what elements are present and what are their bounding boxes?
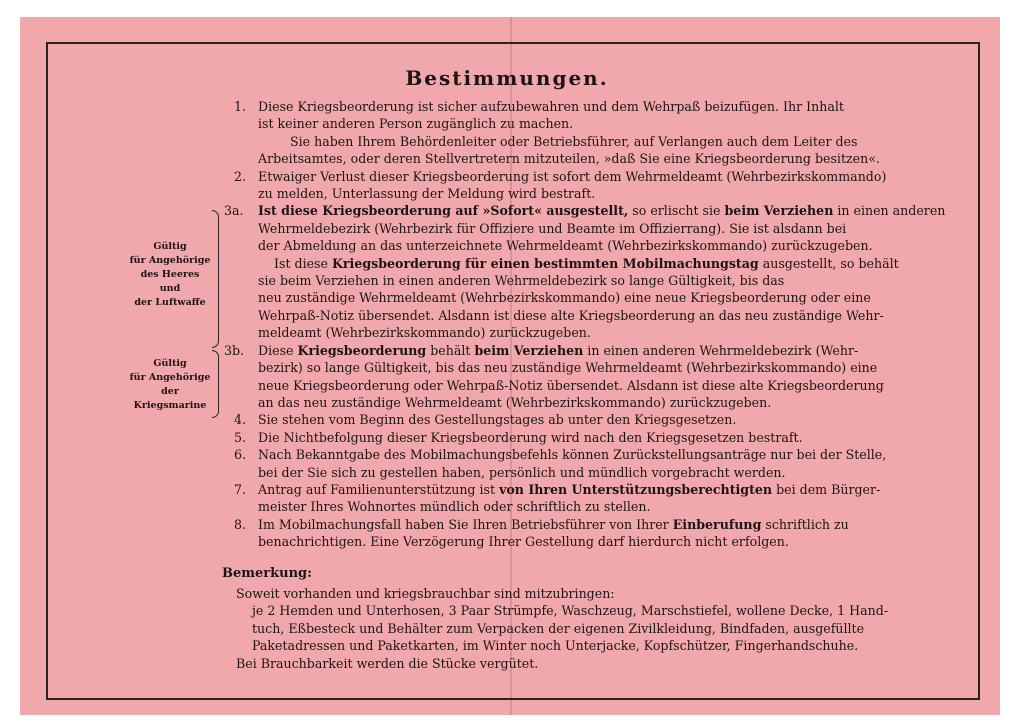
list-item: 6. Nach Bekanntgabe des Mobilmachungsbefehls können Zurückstellungsanträge nur bei der Stelle, bei der Sie sich zu gestellen haben, persönlich und mündlich vorgebracht werden. bbox=[234, 447, 887, 480]
list-item: 4. Sie stehen vom Beginn des Gestellungstages ab unter den Kriegsgesetzen. bbox=[234, 412, 737, 428]
list-item: 2. Etwaiger Verlust dieser Kriegsbeorderung ist sofort dem Wehrmeldeamt (Wehrbezirkskommando) zu melden, Unterlassung der Meldung wird bestraft. bbox=[234, 168, 887, 202]
brace-army bbox=[212, 210, 219, 348]
list-item: 3b. Diese Kriegsbeorderung behält beim Verziehen in einen anderen Wehrmeldebezirk (Wehr- bezirk) so lange Gültigkeit, bis das neu zuständige Wehrmeldeamt (Wehrbezirkskommando) eine neue Kriegsbeorderung oder Wehrpaß-Notiz übersendet. Alsdann ist diese alte Kriegsbeorderung an das neu zuständige Wehrmeldeamt (Wehrbezirkskommando) zurückzugeben. bbox=[224, 342, 884, 410]
list-item: 7. Antrag auf Familienunterstützung ist von Ihren Unterstützungsberechtigten bei dem Bürger- meister Ihres Wohnortes mündlich oder schriftlich zu stellen. bbox=[234, 481, 881, 515]
list-item: 3a. Ist diese Kriegsbeorderung auf »Sofort« ausgestellt, so erlischt sie beim Verziehen in einen anderen Wehrmeldebezirk (Wehrbezirk für Offiziere und Beamte im Offizierrang). Sie ist alsdann bei der Abmeldung an das unterzeichnete Wehrmeldeamt (Wehrbezirkskommando) zurückzugeben. Ist diese Kriegsbeorderung für einen bestimmten Mobilmachungstag ausgestellt, so behält sie beim Verziehen in einen anderen Wehrmeldebezirk so lange Gültigkeit, bis das neu zuständige Wehrmeldeamt (Wehrbezirkskommando) eine neue Kriegsbeorderung oder eine Wehrpaß-Notiz übersendet. Alsdann ist diese alte Kriegsbeorderung an das neu zuständige Wehr- meldeamt (Wehrbezirkskommando) zurückzugeben. bbox=[224, 203, 946, 341]
remark-text: Soweit vorhanden und kriegsbrauchbar sind mitzubringen: je 2 Hemden und Unterhosen, 3 Paar Strümpfe, Waschzeug, Marschstiefel, wollene Decke, 1 Hand- tuch, Eßbesteck und Behälter zum Verpacken der eigenen Zivilkleidung, Bindfaden, ausgefüllte Paketadressen und Paketkarten, im Winter noch Unterjacke, Kopfschützer, Fingerhandschuhe. Bei Brauchbarkeit werden die Stücke vergütet. bbox=[236, 586, 889, 671]
list-item: 8. Im Mobilmachungsfall haben Sie Ihren Betriebsführer von Ihrer Einberufung schriftlich zu benachrichtigen. Eine Verzögerung Ihrer Gestellung darf hierdurch nicht erfolgen. bbox=[234, 516, 849, 550]
side-label-navy: Gültig für Angehörige der Kriegsmarine bbox=[129, 358, 211, 411]
list-item: 1. Diese Kriegsbeorderung ist sicher aufzubewahren und dem Wehrpaß beizufügen. Ihr Inhalt ist keiner anderen Person zugänglich zu machen. Sie haben Ihrem Behördenleiter oder Betriebsführer, auf Verlangen auch dem Leiter des Arbeitsamtes, oder deren Stellvertretern mitzuteilen, »daß Sie eine Kriegsbeorderung besitzen«. bbox=[234, 99, 880, 167]
regulations-list bbox=[224, 98, 946, 551]
list-item: 5. Die Nichtbefolgung dieser Kriegsbeorderung wird nach den Kriegsgesetzen bestraft. bbox=[234, 429, 803, 445]
document-title: Bestimmungen. bbox=[405, 66, 609, 90]
brace-navy bbox=[212, 350, 219, 418]
side-label-army: Gültig für Angehörige des Heeres und der Luftwaffe bbox=[129, 241, 211, 308]
remark-heading: Bemerkung: bbox=[222, 566, 312, 581]
